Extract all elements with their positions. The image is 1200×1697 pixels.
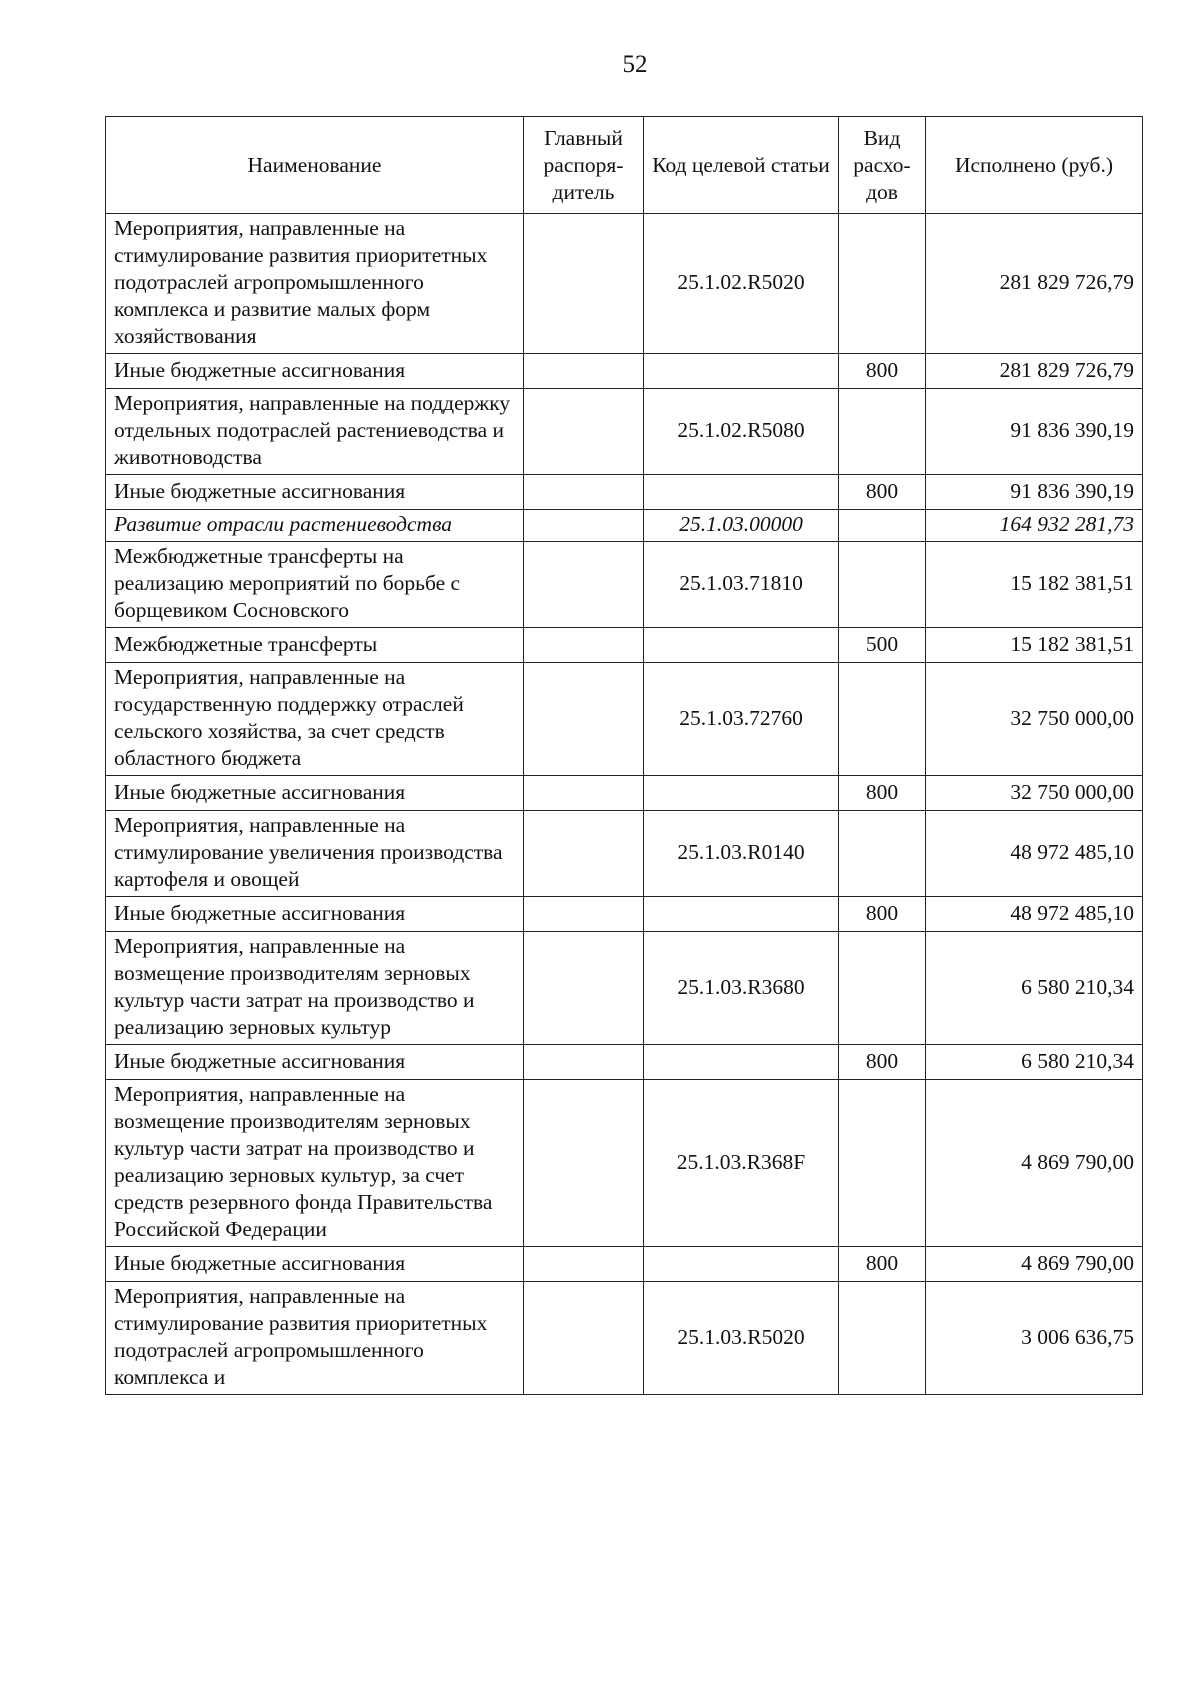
table-row bbox=[106, 628, 1143, 663]
header-main-manager: Главный распоря-дитель bbox=[524, 117, 644, 214]
cell-executed: 6 580 210,34 bbox=[926, 1045, 1143, 1080]
cell-executed: 164 932 281,73 bbox=[926, 510, 1143, 542]
header-expense-type: Вид расхо-дов bbox=[839, 117, 926, 214]
cell-expense-type bbox=[839, 214, 926, 354]
cell-main-manager bbox=[524, 932, 644, 1045]
cell-main-manager bbox=[524, 1045, 644, 1080]
table-row bbox=[106, 1045, 1143, 1080]
cell-main-manager bbox=[524, 663, 644, 776]
cell-target-code: 25.1.02.R5020 bbox=[644, 214, 839, 354]
cell-main-manager bbox=[524, 811, 644, 897]
cell-executed: 91 836 390,19 bbox=[926, 475, 1143, 510]
budget-table bbox=[105, 116, 1143, 1395]
cell-target-code bbox=[644, 1045, 839, 1080]
cell-expense-type bbox=[839, 542, 926, 628]
cell-expense-type: 800 bbox=[839, 897, 926, 932]
table-header bbox=[106, 117, 1143, 214]
cell-name: Иные бюджетные ассигнования bbox=[106, 897, 524, 932]
cell-expense-type: 800 bbox=[839, 354, 926, 389]
cell-executed: 281 829 726,79 bbox=[926, 214, 1143, 354]
cell-main-manager bbox=[524, 776, 644, 811]
cell-target-code bbox=[644, 475, 839, 510]
cell-expense-type bbox=[839, 1080, 926, 1247]
cell-main-manager bbox=[524, 389, 644, 475]
cell-name: Мероприятия, направленные на стимулирование развития приоритетных подотраслей агропромышленного комплекса и развитие малых форм хозяйствования bbox=[106, 214, 524, 354]
header-name: Наименование bbox=[106, 117, 524, 214]
header-row bbox=[106, 117, 1143, 214]
cell-target-code bbox=[644, 1247, 839, 1282]
cell-executed: 281 829 726,79 bbox=[926, 354, 1143, 389]
cell-name: Иные бюджетные ассигнования bbox=[106, 1045, 524, 1080]
cell-executed: 3 006 636,75 bbox=[926, 1282, 1143, 1395]
table-row bbox=[106, 214, 1143, 354]
cell-target-code: 25.1.03.R0140 bbox=[644, 811, 839, 897]
cell-main-manager bbox=[524, 475, 644, 510]
table-row bbox=[106, 932, 1143, 1045]
cell-executed: 4 869 790,00 bbox=[926, 1080, 1143, 1247]
cell-name: Иные бюджетные ассигнования bbox=[106, 475, 524, 510]
table-row bbox=[106, 389, 1143, 475]
cell-executed: 48 972 485,10 bbox=[926, 897, 1143, 932]
cell-target-code bbox=[644, 354, 839, 389]
table-row bbox=[106, 663, 1143, 776]
page-number: 52 bbox=[622, 51, 648, 78]
cell-executed: 15 182 381,51 bbox=[926, 542, 1143, 628]
cell-name: Межбюджетные трансферты bbox=[106, 628, 524, 663]
table-row bbox=[106, 510, 1143, 542]
table-row bbox=[106, 475, 1143, 510]
cell-executed: 48 972 485,10 bbox=[926, 811, 1143, 897]
table-row bbox=[106, 897, 1143, 932]
table-row bbox=[106, 354, 1143, 389]
cell-expense-type: 800 bbox=[839, 776, 926, 811]
cell-name: Мероприятия, направленные на стимулирование увеличения производства картофеля и овощей bbox=[106, 811, 524, 897]
cell-name: Мероприятия, направленные на возмещение производителям зерновых культур части затрат на производство и реализацию зерновых культур, за счет средств резервного фонда Правительства Российской Федерации bbox=[106, 1080, 524, 1247]
cell-target-code: 25.1.03.72760 bbox=[644, 663, 839, 776]
cell-executed: 32 750 000,00 bbox=[926, 663, 1143, 776]
cell-expense-type bbox=[839, 389, 926, 475]
cell-name: Иные бюджетные ассигнования bbox=[106, 354, 524, 389]
cell-main-manager bbox=[524, 1080, 644, 1247]
cell-target-code: 25.1.03.R368F bbox=[644, 1080, 839, 1247]
cell-main-manager bbox=[524, 214, 644, 354]
cell-expense-type bbox=[839, 932, 926, 1045]
cell-target-code: 25.1.03.R5020 bbox=[644, 1282, 839, 1395]
table-body bbox=[106, 214, 1143, 1395]
cell-target-code bbox=[644, 628, 839, 663]
cell-target-code: 25.1.03.71810 bbox=[644, 542, 839, 628]
cell-target-code: 25.1.02.R5080 bbox=[644, 389, 839, 475]
cell-target-code: 25.1.03.R3680 bbox=[644, 932, 839, 1045]
cell-executed: 6 580 210,34 bbox=[926, 932, 1143, 1045]
table-row bbox=[106, 1282, 1143, 1395]
table-row bbox=[106, 1080, 1143, 1247]
table-row bbox=[106, 1247, 1143, 1282]
cell-name: Мероприятия, направленные на поддержку отдельных подотраслей растениеводства и животноводства bbox=[106, 389, 524, 475]
header-executed: Исполнено (руб.) bbox=[926, 117, 1143, 214]
cell-main-manager bbox=[524, 1247, 644, 1282]
cell-main-manager bbox=[524, 542, 644, 628]
cell-main-manager bbox=[524, 897, 644, 932]
cell-expense-type bbox=[839, 1282, 926, 1395]
cell-target-code: 25.1.03.00000 bbox=[644, 510, 839, 542]
cell-main-manager bbox=[524, 1282, 644, 1395]
cell-expense-type bbox=[839, 510, 926, 542]
cell-executed: 32 750 000,00 bbox=[926, 776, 1143, 811]
cell-name: Мероприятия, направленные на возмещение производителям зерновых культур части затрат на производство и реализацию зерновых культур bbox=[106, 932, 524, 1045]
table-row bbox=[106, 811, 1143, 897]
cell-target-code bbox=[644, 776, 839, 811]
cell-main-manager bbox=[524, 628, 644, 663]
header-target-code: Код целевой статьи bbox=[644, 117, 839, 214]
cell-expense-type bbox=[839, 663, 926, 776]
cell-expense-type: 500 bbox=[839, 628, 926, 663]
table-row bbox=[106, 776, 1143, 811]
cell-name: Межбюджетные трансферты на реализацию мероприятий по борьбе с борщевиком Сосновского bbox=[106, 542, 524, 628]
cell-executed: 4 869 790,00 bbox=[926, 1247, 1143, 1282]
cell-name: Иные бюджетные ассигнования bbox=[106, 1247, 524, 1282]
cell-main-manager bbox=[524, 510, 644, 542]
table-row bbox=[106, 542, 1143, 628]
cell-expense-type: 800 bbox=[839, 475, 926, 510]
cell-name: Мероприятия, направленные на стимулирование развития приоритетных подотраслей агропромышленного комплекса и bbox=[106, 1282, 524, 1395]
cell-executed: 91 836 390,19 bbox=[926, 389, 1143, 475]
cell-name: Мероприятия, направленные на государственную поддержку отраслей сельского хозяйства, за счет средств областного бюджета bbox=[106, 663, 524, 776]
cell-expense-type: 800 bbox=[839, 1045, 926, 1080]
cell-expense-type: 800 bbox=[839, 1247, 926, 1282]
cell-expense-type bbox=[839, 811, 926, 897]
cell-name: Иные бюджетные ассигнования bbox=[106, 776, 524, 811]
cell-name: Развитие отрасли растениеводства bbox=[106, 510, 524, 542]
cell-executed: 15 182 381,51 bbox=[926, 628, 1143, 663]
cell-main-manager bbox=[524, 354, 644, 389]
cell-target-code bbox=[644, 897, 839, 932]
